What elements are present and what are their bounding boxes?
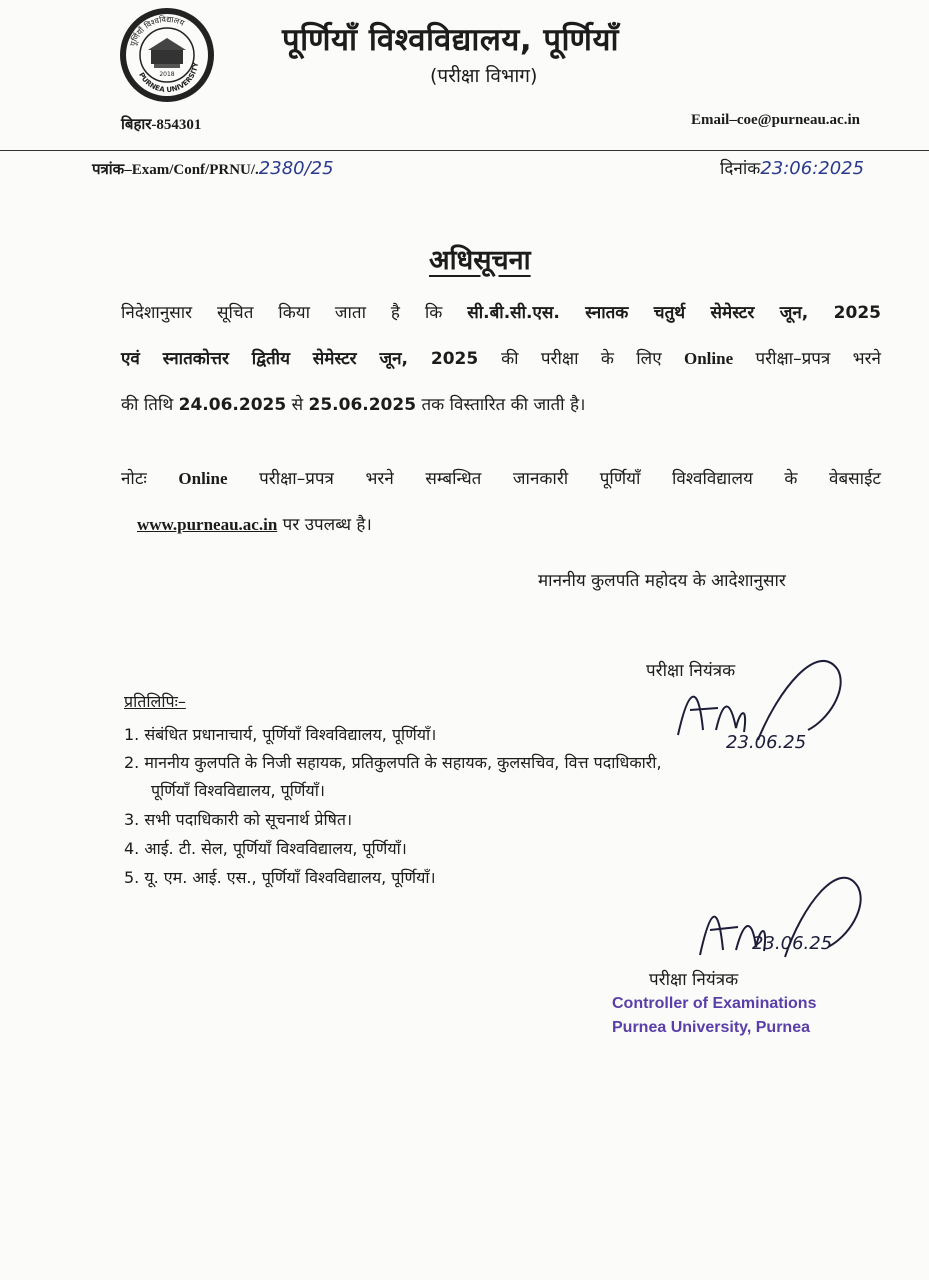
reference-handwritten-number: 2380/25 (258, 158, 334, 179)
copy-to-list (124, 720, 662, 892)
text-span: नोटः (121, 469, 179, 489)
text-span-bold: एवं स्नातकोत्तर द्वितीय सेमेस्टर जून (121, 349, 402, 369)
stamp-line-2: Purnea University, Purnea (612, 1019, 810, 1036)
text-span-bold: , 2025 (801, 303, 881, 323)
notice-heading: अधिसूचना (429, 245, 531, 276)
text-span: परीक्षा–प्रपत्र भरने सम्बन्धित जानकारी पूर्णियाँ विश्वविद्यालय के वेबसाईट (227, 469, 881, 489)
notice-note (121, 456, 881, 548)
date-handwritten-value: 23:06:2025 (760, 158, 865, 179)
notice-paragraph (121, 290, 881, 428)
header-divider (0, 150, 929, 151)
department-name: (परीक्षा विभाग) (430, 65, 538, 87)
list-item: 3. सभी पदाधिकारी को सूचनार्थ प्रेषित। (124, 810, 353, 829)
vc-order-text: माननीय कुलपति महोदय के आदेशानुसार (538, 571, 786, 591)
text-span-bold: 24.06.2025 (178, 395, 287, 415)
text-span: की परीक्षा के लिए (501, 349, 684, 369)
paragraph-line-3 (121, 382, 881, 428)
signature-2-mark (690, 865, 925, 970)
signature-1-title: परीक्षा नियंत्रक (646, 661, 736, 681)
address-pin: बिहार-854301 (121, 117, 202, 133)
text-span: की तिथि (121, 395, 179, 415)
list-item (124, 749, 662, 805)
list-item: 1. संबंधित प्रधानाचार्य, पूर्णियाँ विश्वविद्यालय, पूर्णियाँ। (124, 725, 437, 744)
email-address: Email–coe@purneau.ac.in (691, 112, 860, 128)
paragraph-line-1 (121, 290, 881, 336)
text-span-bold: Online (683, 349, 734, 368)
list-item-line: 2. माननीय कुलपति के निजी सहायक, प्रतिकुलपति के सहायक, कुलसचिव, वित्त पदाधिकारी, (124, 753, 662, 772)
text-span: निदेशानुसार सूचित किया जाता है कि (121, 303, 468, 323)
seal-text-top: पूर्णियाँ विश्वविद्यालय (128, 14, 186, 48)
text-span-bold: सी.बी.सी.एस. स्नातक चतुर्थ सेमेस्टर जून (467, 303, 802, 323)
reference-date (720, 156, 864, 179)
signature-2-title: परीक्षा नियंत्रक (649, 970, 739, 990)
university-seal (118, 6, 216, 104)
website-link[interactable]: www.purneau.ac.in (137, 515, 278, 534)
list-item-line: पूर्णियाँ विश्वविद्यालय, पूर्णियाँ। (151, 781, 325, 800)
controller-stamp (612, 992, 816, 1040)
text-span-bold: Online (178, 469, 228, 488)
text-span-bold: , 2025 (401, 349, 502, 369)
signature-2-date: 23.06.25 (752, 933, 833, 954)
seal-year: 2018 (159, 71, 175, 78)
note-line-2 (121, 502, 881, 548)
stamp-line-1: Controller of Examinations (612, 995, 817, 1012)
text-span: से (286, 395, 309, 415)
text-span: तक विस्तारित की जाती है। (416, 395, 586, 415)
signature-1-date: 23.06.25 (726, 732, 807, 753)
text-span: परीक्षा–प्रपत्र भरने (733, 349, 881, 369)
note-line-1 (121, 456, 881, 502)
text-span-bold: 25.06.2025 (308, 395, 417, 415)
text-span: पर उपलब्ध है। (277, 515, 372, 535)
paragraph-line-2 (121, 336, 881, 382)
date-label: दिनांक (720, 159, 761, 179)
university-name: पूर्णियाँ विश्वविद्यालय, पूर्णियाँ (282, 22, 619, 58)
list-item: 5. यू. एम. आई. एस., पूर्णियाँ विश्वविद्यालय, पूर्णियाँ। (124, 868, 436, 887)
reference-number (92, 158, 334, 179)
copy-to-title: प्रतिलिपिः– (124, 692, 186, 711)
reference-label: पत्रांक–Exam/Conf/PRNU/. (92, 162, 259, 178)
list-item: 4. आई. टी. सेल, पूर्णियाँ विश्वविद्यालय, पूर्णियाँ। (124, 839, 407, 858)
seal-text-bottom: PURNEA UNIVERSITY (137, 61, 201, 95)
